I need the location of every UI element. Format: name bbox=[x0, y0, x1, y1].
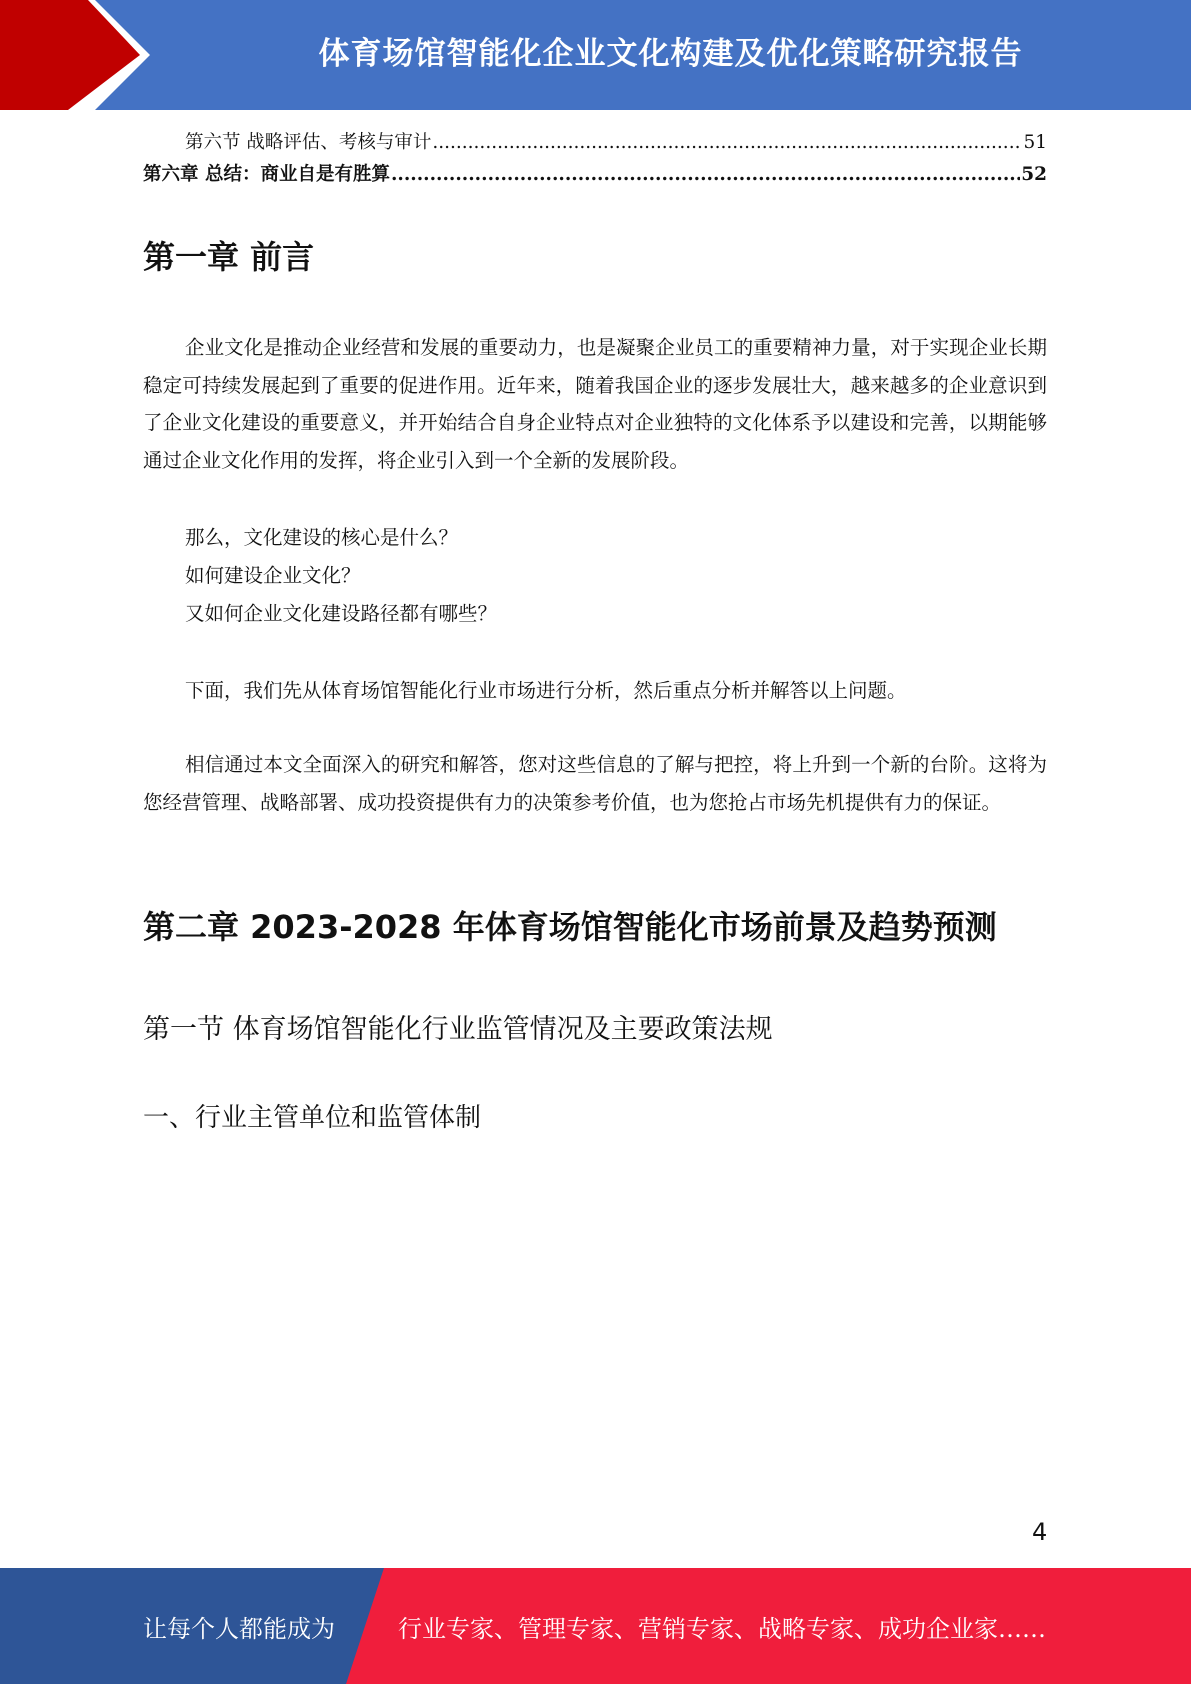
header-title: 体育场馆智能化企业文化构建及优化策略研究报告 bbox=[318, 35, 1023, 72]
toc-entry-page: 51 bbox=[1023, 132, 1047, 153]
chapter-1-paragraph-2: 下面，我们先从体育场馆智能化行业市场进行分析，然后重点分析并解答以上问题。 bbox=[185, 679, 907, 702]
toc-dot-leader bbox=[391, 164, 1020, 185]
footer-slogan-right: 行业专家、管理专家、营销专家、战略专家、成功企业家…… bbox=[398, 1614, 1046, 1643]
question-3: 又如何企业文化建设路径都有哪些？ bbox=[185, 602, 498, 625]
table-of-contents bbox=[143, 128, 1047, 192]
page-number: 4 bbox=[1032, 1518, 1048, 1546]
question-2: 如何建设企业文化？ bbox=[185, 564, 361, 587]
section-1-heading: 第一节 体育场馆智能化行业监管情况及主要政策法规 bbox=[143, 1014, 773, 1045]
toc-entry-chapter-6[interactable] bbox=[143, 160, 1047, 192]
page-footer bbox=[0, 1568, 1191, 1684]
question-1: 那么，文化建设的核心是什么？ bbox=[185, 526, 459, 549]
chapter-1-heading: 第一章 前言 bbox=[143, 238, 315, 276]
toc-dot-leader bbox=[432, 132, 1022, 153]
toc-entry-page: 52 bbox=[1021, 164, 1047, 185]
subsection-1-heading: 一、行业主管单位和监管体制 bbox=[143, 1103, 482, 1133]
toc-entry-label: 第六章 总结：商业自是有胜算 bbox=[143, 164, 390, 185]
toc-entry-section-6[interactable] bbox=[143, 128, 1047, 160]
page-header bbox=[0, 0, 1191, 110]
chapter-1-paragraph-1: 企业文化是推动企业经营和发展的重要动力，也是凝聚企业员工的重要精神力量，对于实现企业长期稳定可持续发展起到了重要的促进作用。近年来，随着我国企业的逐步发展壮大，越来越多的企业意识到了企业文化建设的重要意义，并开始结合自身企业特点对企业独特的文化体系予以建设和完善，以期能够通过企业文化作用的发挥，将企业引入到一个全新的发展阶段。 bbox=[143, 336, 1047, 472]
toc-entry-label: 第六节 战略评估、考核与审计 bbox=[185, 132, 432, 153]
chapter-2-heading: 第二章 2023-2028 年体育场馆智能化市场前景及趋势预测 bbox=[143, 908, 997, 946]
chapter-1-paragraph-3: 相信通过本文全面深入的研究和解答，您对这些信息的了解与把控，将上升到一个新的台阶。这将为您经营管理、战略部署、成功投资提供有力的决策参考价值，也为您抢占市场先机提供有力的保证。 bbox=[143, 753, 1047, 814]
footer-slogan-left: 让每个人都能成为 bbox=[143, 1614, 335, 1643]
